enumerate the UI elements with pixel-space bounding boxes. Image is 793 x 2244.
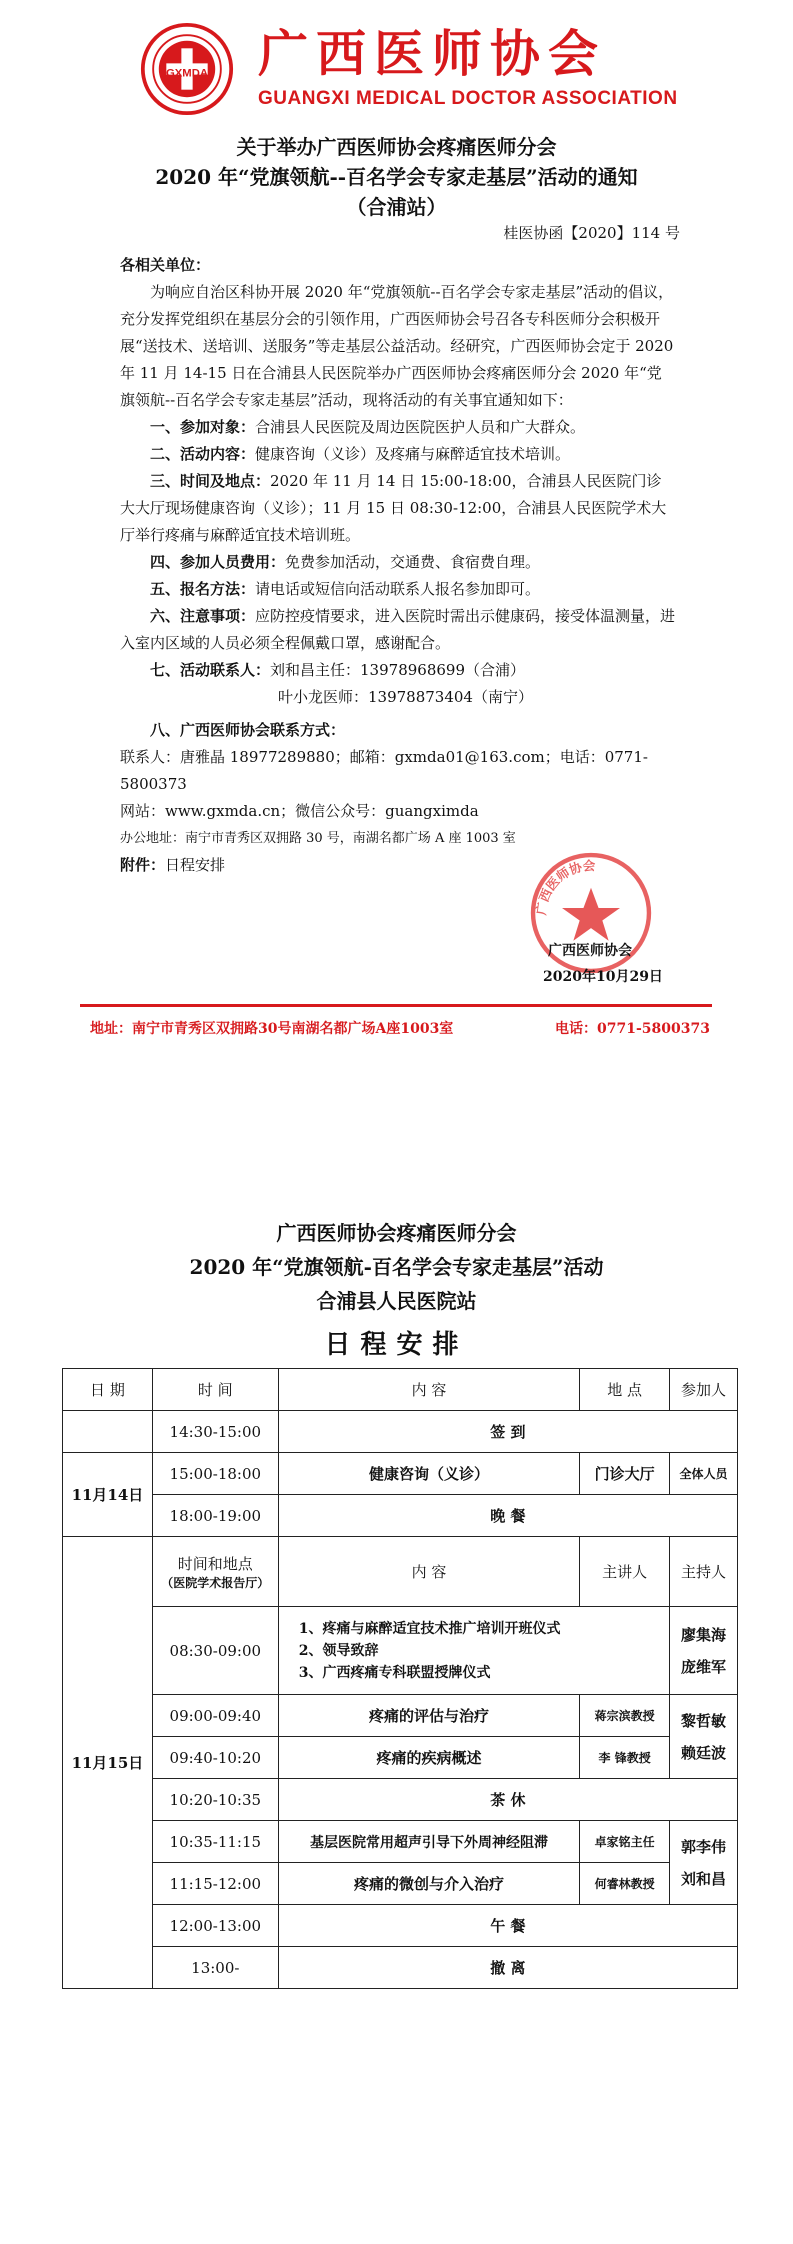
opening-item: 3、广西疼痛专科联盟授牌仪式 [298,1664,491,1681]
row-speaker: 蒋宗滨教授 [580,1695,670,1737]
row-time: 18:00-19:00 [152,1495,278,1537]
item-text: 免费参加活动，交通费、食宿费自理。 [285,553,541,571]
item-label: 六、注意事项： [150,607,256,625]
notice-title-line-3: （合浦站） [346,195,447,219]
notice-title-line-1: 关于举办广西医师协会疼痛医师分会 [236,135,557,159]
row-time: 09:40-10:20 [152,1737,278,1779]
row-content: 疼痛的评估与治疗 [278,1695,579,1737]
host-name: 郭李伟 [681,1837,727,1856]
item-label: 四、参加人员费用： [150,553,286,571]
header-place: 地 点 [580,1369,670,1411]
row-time: 09:00-09:40 [152,1695,278,1737]
subheader-content: 内 容 [278,1537,579,1607]
row-content [278,1607,669,1695]
subheader-time-note: （医院学术报告厅） [161,1575,270,1590]
subheader-time [152,1537,278,1607]
table-row [63,1947,738,1989]
notice-item [120,468,676,549]
attachment-label: 附件： [120,856,166,874]
row-place: 门诊大厅 [580,1453,670,1495]
item-text: 2020 年 11 月 14 日 15:00-18:00，合浦县人民医院门诊大大厅现场健康咨询（义诊）；11 月 15 日 08:30-12:00，合浦县人民医院学术大厅举行疼痛与麻醉适宜技术培训班。 [120,472,667,544]
notice-item [120,441,676,468]
row-time: 12:00-13:00 [152,1905,278,1947]
notice-item [120,549,676,576]
item-label: 二、活动内容： [150,445,256,463]
signature-date: 2020年10月29日 [543,969,663,985]
host-name: 廖集海 [681,1625,727,1644]
day2-date: 11月15日 [63,1537,153,1989]
row-attendee: 全体人员 [670,1453,738,1495]
notice-item [120,603,676,657]
subheader-host: 主持人 [670,1537,738,1607]
assoc-website-line: 网站：www.gxmda.cn；微信公众号：guangximda [120,802,479,820]
contact-person-2: 叶小龙医师：13978873404（南宁） [278,688,533,706]
contact-label: 七、活动联系人： [150,661,271,679]
item-label: 一、参加对象： [150,418,256,436]
row-time: 08:30-09:00 [152,1607,278,1695]
contact-person-1 [120,657,676,684]
table-subheader-row [63,1537,738,1607]
host-name: 刘和昌 [681,1869,727,1888]
assoc-contact-line: 联系人：唐雅晶 18977289880；邮箱：gxmda01@163.com；电话：0771-5800373 [120,748,648,793]
item-text: 合浦县人民医院及周边医院医护人员和广大群众。 [255,418,586,436]
host-name: 赖廷波 [681,1743,727,1762]
table-row [63,1905,738,1947]
day1-date-blank [63,1411,153,1453]
footer-address: 地址：南宁市青秀区双拥路30号南湖名都广场A座1003室 [90,1021,454,1037]
row-content: 疼痛的疾病概述 [278,1737,579,1779]
association-logo [140,22,234,116]
item-text: 应防控疫情要求，进入医院时需出示健康码，接受体温测量，进入室内区域的人员必须全程佩戴口罩，感谢配合。 [120,607,676,652]
document-number: 桂医协函【2020】114 号 [503,224,680,242]
row-content: 撤 离 [278,1947,737,1989]
row-time: 10:20-10:35 [152,1779,278,1821]
notice-item [120,414,676,441]
letterhead-footer [90,1018,710,1038]
notice-body [120,252,676,879]
table-row [63,1411,738,1453]
host-name: 庞维军 [681,1657,727,1676]
header-attendee: 参加人 [670,1369,738,1411]
row-content: 午 餐 [278,1905,737,1947]
opening-item: 1、疼痛与麻醉适宜技术推广培训开班仪式 [298,1620,561,1637]
footer-divider [80,1004,712,1007]
host-name: 黎哲敏 [681,1711,727,1730]
table-row [63,1863,738,1905]
row-time: 14:30-15:00 [152,1411,278,1453]
schedule-title-line-2: 2020 年“党旗领航-百名学会专家走基层”活动 [189,1255,604,1279]
subheader-speaker: 主讲人 [580,1537,670,1607]
assoc-address-line: 办公地址：南宁市青秀区双拥路 30 号，南湖名都广场 A 座 1003 室 [120,831,516,846]
table-row [63,1737,738,1779]
notice-item [120,576,676,603]
row-content: 疼痛的微创与介入治疗 [278,1863,579,1905]
table-row [63,1453,738,1495]
org-name: 广西医师协会 [258,24,606,83]
attachment-link[interactable]: 日程安排 [165,856,226,874]
header-time: 时 间 [152,1369,278,1411]
row-content: 签 到 [278,1411,737,1453]
intro-paragraph: 为响应自治区科协开展 2020 年“党旗领航--百名学会专家走基层”活动的倡议，充分发挥党组织在基层分会的引领作用，广西医师协会号召各专科医师分会积极开展“送技术、送培训、送服务”等走基层公益活动。经研究，广西医师协会定于 2020 年 11 月 14-15 日在合浦县人民医院举办广西医师协会疼痛医师分会 2020 年“党旗领航--百名学会专家走基层”活动，现将活动的有关事宜通知如下： [120,283,674,409]
row-time: 13:00- [152,1947,278,1989]
subheader-time-label: 时间和地点 [177,1554,253,1573]
logo-text: GXMDA [166,67,208,80]
table-row [63,1695,738,1737]
row-speaker: 李 锋教授 [580,1737,670,1779]
footer-phone: 电话：0771-5800373 [555,1021,710,1037]
item-text: 请电话或短信向活动联系人报名参加即可。 [255,580,541,598]
day1-date: 11月14日 [63,1453,153,1537]
row-speaker: 何睿林教授 [580,1863,670,1905]
row-host [670,1821,738,1905]
row-content: 晚 餐 [278,1495,737,1537]
item-label: 三、时间及地点： [150,472,271,490]
org-name-en: GUANGXI MEDICAL DOCTOR ASSOCIATION [258,88,678,109]
stamp-text: 广西医师协会 [533,857,596,916]
row-content: 茶 休 [278,1779,737,1821]
row-content: 基层医院常用超声引导下外周神经阻滞 [278,1821,579,1863]
opening-item: 2、领导致辞 [298,1642,379,1659]
row-time: 10:35-11:15 [152,1821,278,1863]
table-row [63,1821,738,1863]
salutation: 各相关单位： [120,256,211,274]
table-header-row [63,1369,738,1411]
row-host [670,1607,738,1695]
row-host [670,1695,738,1779]
table-row [63,1607,738,1695]
assoc-contact-label: 八、广西医师协会联系方式： [150,721,346,739]
row-time: 11:15-12:00 [152,1863,278,1905]
table-row [63,1495,738,1537]
schedule-heading: 日程安排 [324,1330,469,1360]
table-row [63,1779,738,1821]
schedule-title-line-1: 广西医师协会疼痛医师分会 [276,1221,517,1245]
item-label: 五、报名方法： [150,580,256,598]
header-content: 内 容 [278,1369,579,1411]
contact-text: 刘和昌主任：13978968699（合浦） [270,661,525,679]
header-date: 日 期 [63,1369,153,1411]
row-time: 15:00-18:00 [152,1453,278,1495]
row-speaker: 卓家铭主任 [580,1821,670,1863]
item-text: 健康咨询（义诊）及疼痛与麻醉适宜技术培训。 [255,445,571,463]
row-content: 健康咨询（义诊） [278,1453,579,1495]
schedule-title-line-3: 合浦县人民医院站 [316,1289,477,1313]
signature-org: 广西医师协会 [548,943,632,959]
schedule-table [62,1368,738,1989]
notice-title-line-2: 2020 年“党旗领航--百名学会专家走基层”活动的通知 [155,165,638,189]
